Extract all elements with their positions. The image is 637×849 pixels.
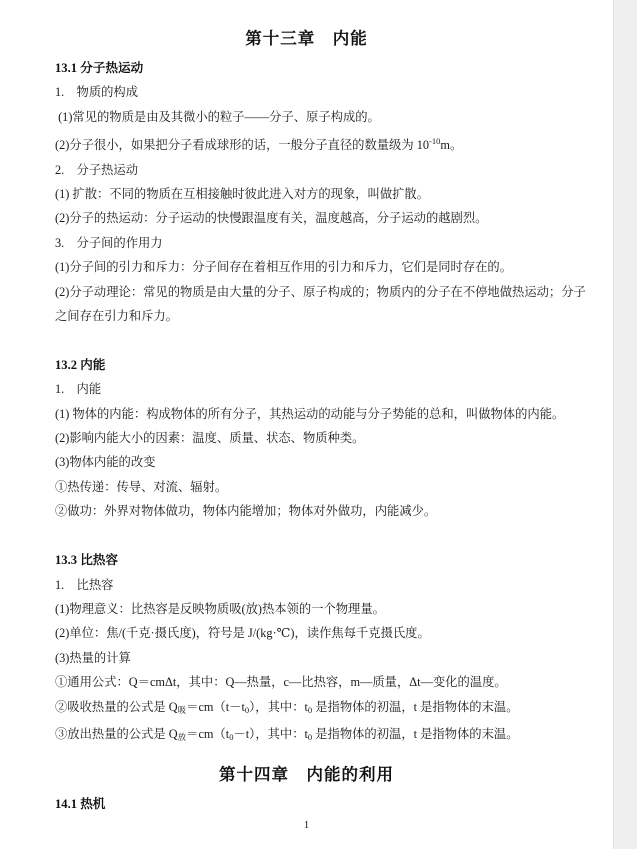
text-segment: 1. 内能 — [55, 382, 102, 397]
text-line — [55, 158, 613, 182]
text-segment: (1)物理意义：比热容是反映物质吸(放)热本领的一个物理量。 — [55, 601, 385, 616]
text-line — [55, 475, 613, 499]
subscript: 0 — [307, 704, 313, 715]
subscript: 0 — [244, 704, 250, 715]
text-segment: (2)分子很小，如果把分子看成球形的话，一般分子直径的数量级为 10 — [55, 138, 430, 153]
text-segment: ），其中：t — [249, 699, 308, 714]
text-segment: (2)影响内能大小的因素：温度、质量、状态、物质种类。 — [55, 431, 365, 446]
subscript: 0 — [307, 731, 313, 742]
text-line — [55, 646, 613, 670]
viewer-background — [613, 0, 637, 849]
text-line — [55, 402, 613, 426]
text-line — [55, 450, 613, 474]
text-line — [55, 499, 613, 523]
text-line — [55, 80, 613, 104]
chapter-title: 第十四章 内能的利用 — [219, 766, 394, 785]
text-segment: (2)分子的热运动：分子运动的快慢跟温度有关，温度越高，分子运动的越剧烈。 — [55, 211, 488, 226]
section-heading: 13.1 分子热运动 — [55, 61, 144, 75]
text-line — [55, 670, 613, 694]
text-segment: (1)分子间的引力和斥力：分子间存在着相互作用的引力和斥力，它们是同时存在的。 — [55, 260, 513, 275]
subscript: 放 — [177, 731, 187, 742]
text-segment: ②做功：外界对物体做功，物体内能增加；物体对外做功，内能减少。 — [55, 504, 437, 519]
section-heading: 14.1 热机 — [55, 797, 106, 812]
text-segment: 是指物体的初温，t 是指物体的末温。 — [312, 699, 519, 714]
text-line — [55, 573, 613, 597]
text-line — [55, 182, 613, 206]
text-segment: 3. 分子间的作用力 — [55, 235, 163, 250]
text-line — [55, 105, 613, 129]
text-line — [55, 129, 613, 157]
text-segment: 之间存在引力和斥力。 — [55, 309, 178, 324]
text-segment: ②吸收热量的公式是 Q — [55, 699, 178, 714]
text-line — [55, 280, 613, 304]
text-line — [55, 304, 613, 328]
text-segment: (1) 物体的内能：构成物体的所有分子，其热运动的动能与分子势能的总和，叫做物体的内能。 — [55, 406, 565, 421]
text-segment: ①热传递：传导、对流、辐射。 — [55, 479, 228, 494]
text-segment: (1) 扩散：不同的物质在互相接触时彼此进入对方的现象，叫做扩散。 — [55, 187, 430, 202]
text-line — [55, 695, 613, 722]
text-segment: ①通用公式：Q＝cmΔt，其中：Q—热量，c—比热容，m—质量，Δt—变化的温度。 — [55, 675, 507, 690]
text-segment: (1)常见的物质是由及其微小的粒子——分子、原子构成的。 — [55, 109, 380, 124]
page-number: 1 — [303, 819, 310, 831]
text-segment: 是指物体的初温，t 是指物体的末温。 — [312, 726, 519, 741]
text-line — [55, 206, 613, 230]
text-line — [55, 255, 613, 279]
subscript: 吸 — [177, 704, 187, 715]
text-line — [55, 426, 613, 450]
text-segment: 1. 比热容 — [55, 577, 114, 592]
text-segment: (3)热量的计算 — [55, 650, 131, 665]
text-line — [55, 377, 613, 401]
text-segment: (3)物体内能的改变 — [55, 455, 156, 470]
text-segment: (2)单位：焦/(千克·摄氏度)，符号是 J/(kg·℃)，读作焦每千克摄氏度。 — [55, 626, 430, 641]
text-line — [55, 621, 613, 645]
text-segment: m。 — [440, 138, 463, 153]
text-segment: (2)分子动理论：常见的物质是由大量的分子、原子构成的；物质内的分子在不停地做热运动；分子 — [55, 284, 586, 299]
text-segment: ③放出热量的公式是 Q — [55, 726, 178, 741]
text-line — [55, 597, 613, 621]
text-line — [55, 722, 613, 749]
subscript: 0 — [229, 731, 234, 742]
text-segment: ＝cm（t — [186, 726, 230, 741]
text-segment: 2. 分子热运动 — [55, 162, 139, 177]
text-segment: ＝cm（t－t — [186, 699, 245, 714]
superscript: -10 — [429, 136, 441, 147]
section-heading: 13.2 内能 — [55, 357, 106, 372]
section-heading: 13.3 比热容 — [55, 553, 118, 568]
text-line — [55, 231, 613, 255]
chapter-title: 第十三章 内能 — [245, 30, 368, 48]
text-segment: －t），其中：t — [233, 726, 308, 741]
text-segment: 1. 物质的构成 — [55, 85, 139, 100]
